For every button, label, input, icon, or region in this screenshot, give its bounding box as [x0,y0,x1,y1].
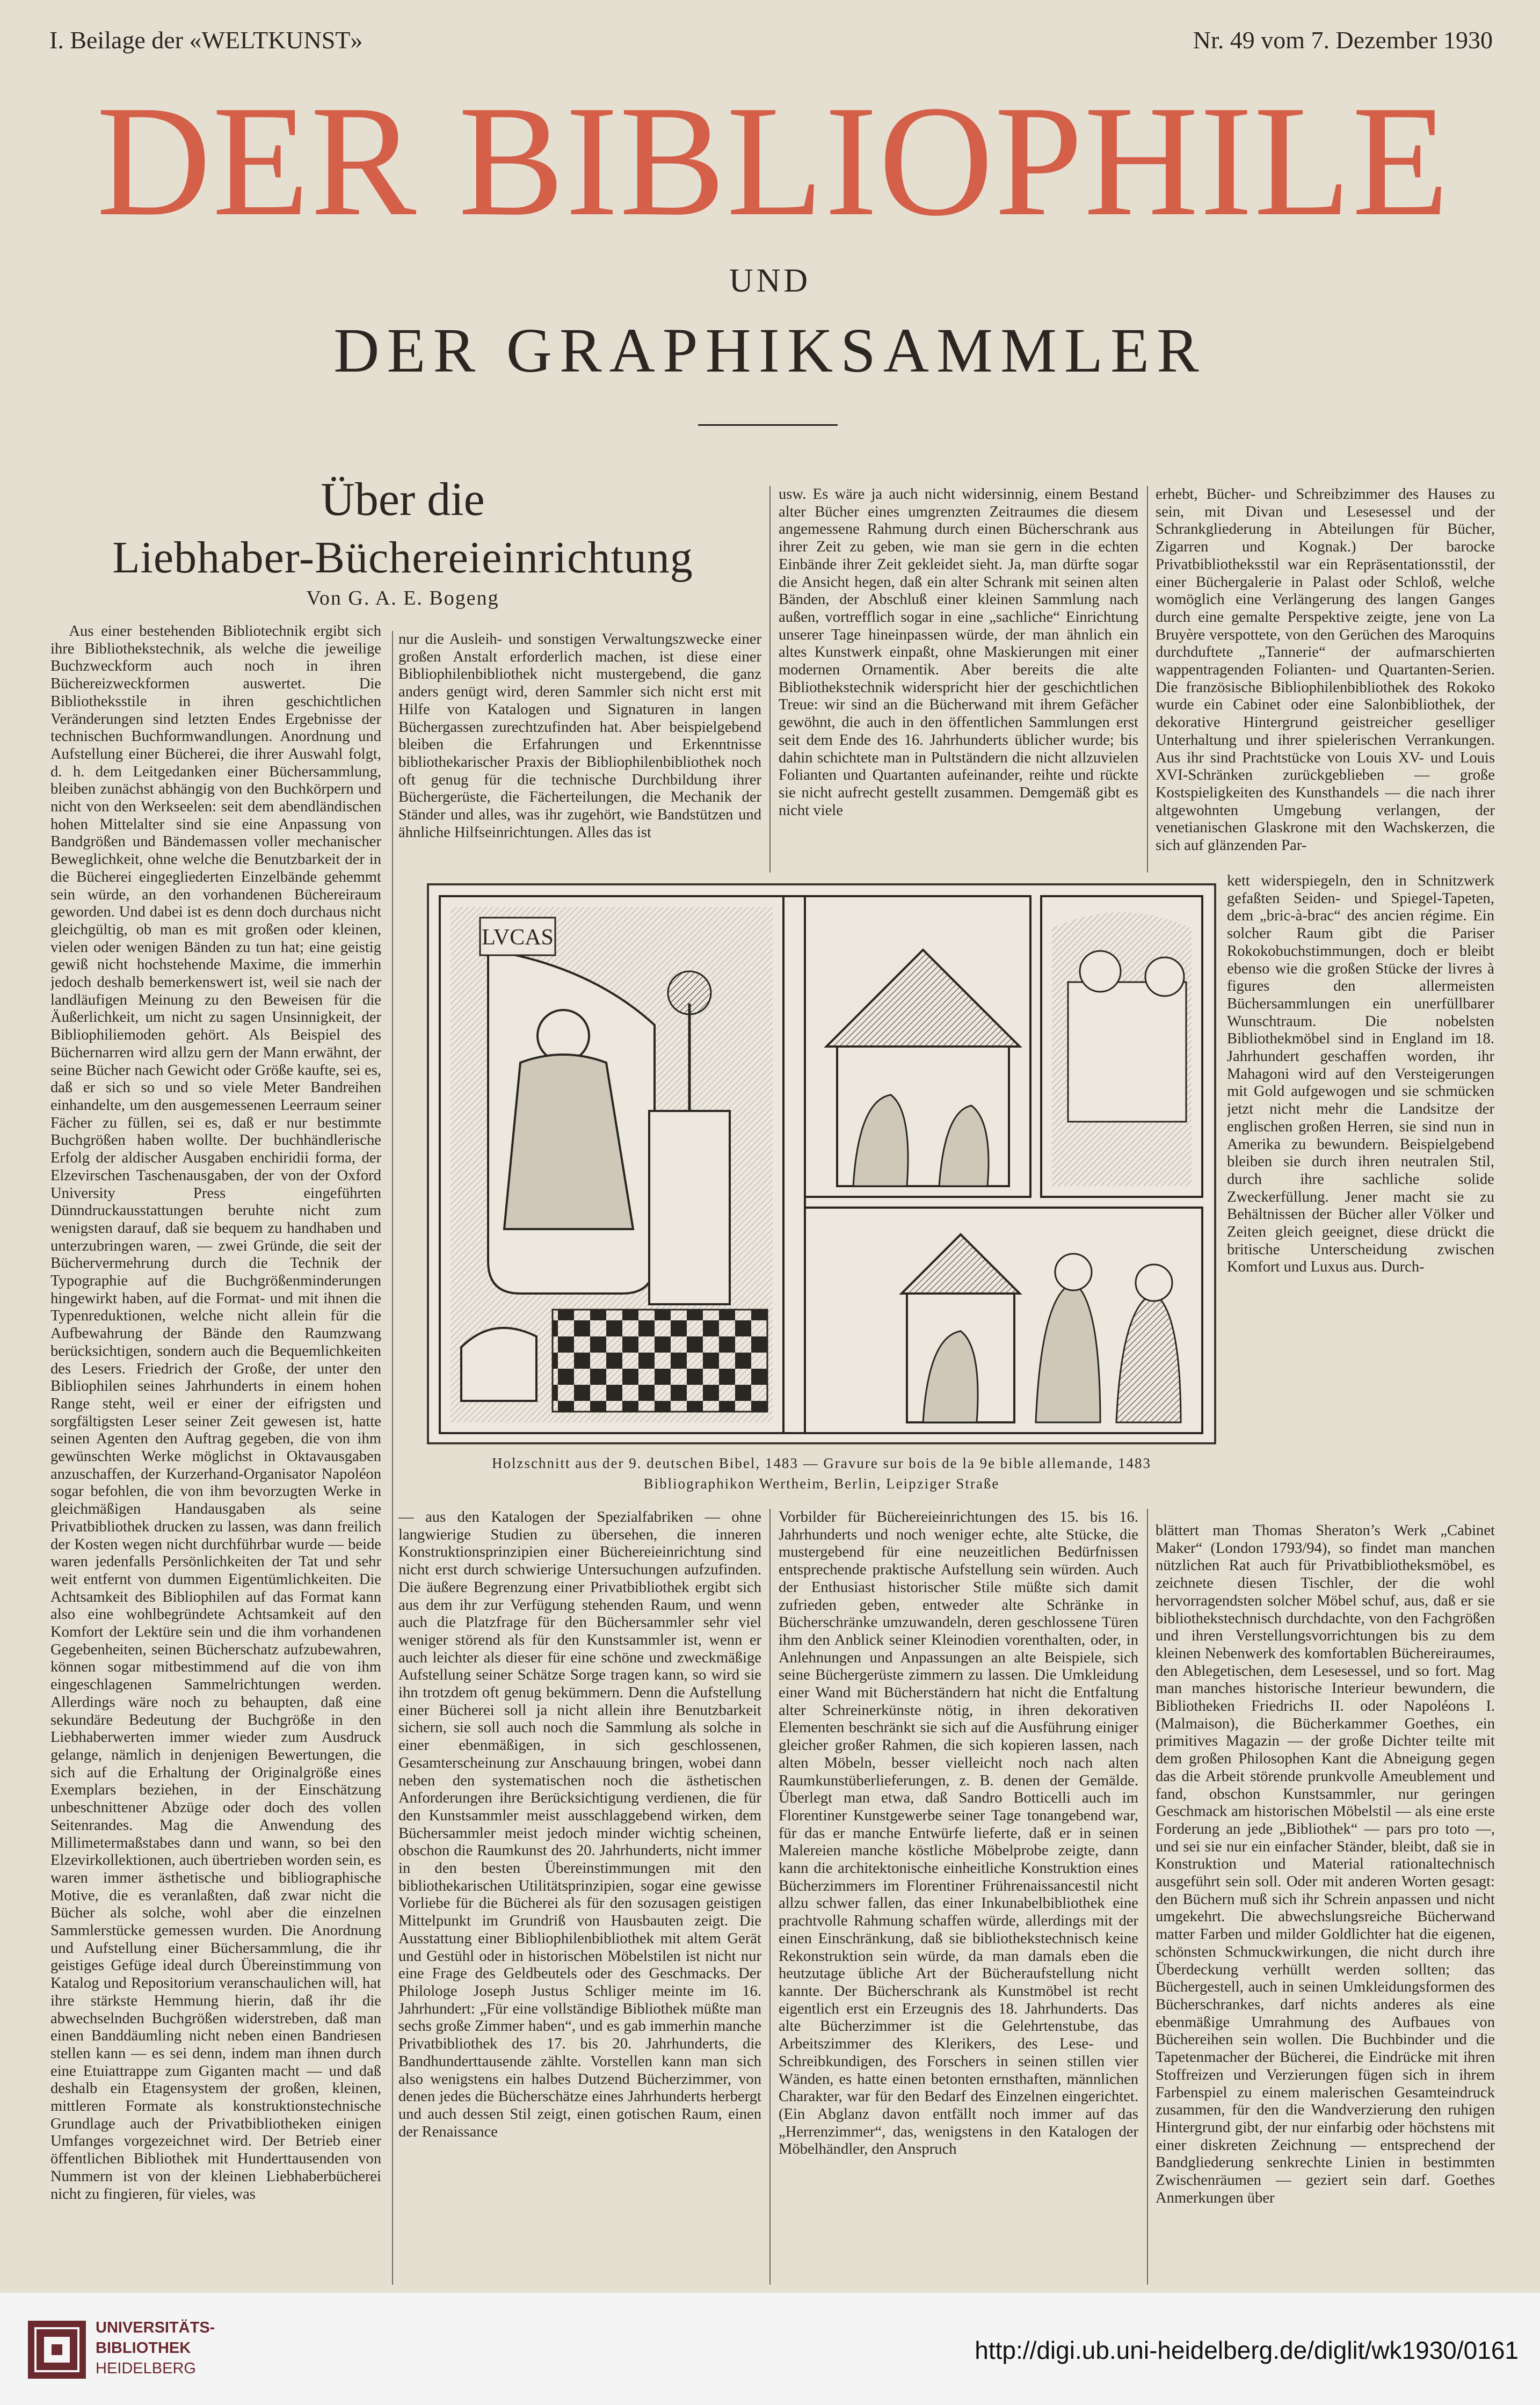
article-column-1 [50,623,381,2287]
article-paragraph: — aus den Katalogen der Spezialfabriken — ohne langwierige Studien zu übersehen, die inneren Konstruktionsprinzipien einer Büchereieinrichtung sind nicht erst durch schwierige Untersuchungen aufzufinden. Die äußere Begrenzung einer Privatbibliothek ergibt sich aus dem ihr zur Verfügung stehenden Raum, und wenn auch die Platzfrage für den Büchersammler sehr viel weniger störend als für den Kunstsammler ist, wenn er auch leichter als dieser für eine schöne und zweckmäßige Aufstellung seiner Schätze Sorge tragen kann, so wird sie ihn trotzdem oft genug bekümmern. Denn die Aufstellung einer Bücherei soll ja nicht allein ihre Benutzbarkeit sichern, sie soll auch noch die Sammlung als solche in einer ebenmäßigen, in sich geschlossenen, Gesamterscheinung zur Anschauung bringen, wobei dann neben den systematischen noch die ästhetischen Anforderungen ihre Berücksichtigung verdienen, die für den Kunstsammler meist ausschlaggebend wirken, dem Büchersammler meist jedoch minder wichtig scheinen, obschon die Raumkunst des 20. Jahrhunderts, nicht immer in den besten Übereinstimmungen mit den bibliothekarischen Utilitätsprinzipien, sogar eine gewisse Vorliebe für die Bücherei als für den sozusagen geistigen Mittelpunkt im Grundriß von Hausbauten zeigt. Die Ausstattung einer Bibliophilenbibliothek mit altem Gerät und Gestühl oder in historischen Möbelstilen ist nicht nur eine Frage des Geldbeutels oder des Geschmacks. Der Philologe Joseph Justus Schliger meinte im 16. Jahrhundert: „Für eine vollständige Bibliothek müßte man sechs große Zimmer haben“, und es gab immerhin manche Privatbibliothek des 17. bis 20. Jahrhunderts, die Bandhunderttausende zählte. Vorstellen kann man sich also wenigstens ein halbes Dutzend Bücherzimmer, von denen jedes die Bücherschätze eines Jahrhunderts herbergt und auch dessen Stil zeigt, einen gotischen Raum, einen der Renaissance [398,1509,761,2140]
article-column-3-bottom [779,1509,1138,2287]
column-divider [1147,1509,1148,2285]
column-divider [1147,486,1148,873]
article-column-4-narrow [1227,873,1494,1512]
figure-credit: Bibliographikon Wertheim, Berlin, Leipziger Straße [643,1476,1000,1492]
article-paragraph: kett widerspiegeln, den in Schnitzwerk gefaßten Seiden- und Spiegel-Tapeten, dem „bric-à-brac“ des ancien régime. Ein solcher Raum gibt die Pariser Rokokobuchstimmungen, doch er bleibt ebenso wie die großen Stücke der livres à figures den allermeisten Büchersammlungen ein unerfüllbarer Wunschtraum. Die nobelsten Bibliothekmöbel sind in England im 18. Jahrhundert geschaffen worden, ihr Mahagoni wird auf den Versteigerungen mit Gold aufgewogen und sie schmücken jetzt nicht mehr die Landsitze der englischen großen Herren, sie sind nun in Amerika zu bewundern. Beispielgebend bleiben sie durch ihren neutralen Stil, durch ihre sachliche solide Zweckerfüllung. Jener macht sie zu Behältnissen der Bücher aller Völker und Zeiten gleich geeignet, diese drückt die britische Unterscheidung zwischen Komfort und Luxus aus. Durch- [1227,873,1494,1276]
masthead-conjunction: UND [729,263,811,299]
article-paragraph: Aus einer bestehenden Bibliotechnik ergibt sich ihre Bibliothekstechnik, als welche die jeweilige Buchzweckform auch noch in ihren Büchereizweckformen auswertet. Die Bibliotheksstile in ihren geschichtlichen Veränderungen sind letzten Endes Ergebnisse der technischen Buchformwandlungen. Anordnung und Aufstellung einer Bücherei, die ihrer Auswahl folgt, d. h. dem Leitgedanken einer Büchersammlung, bleiben zunächst abhängig von den Buchkörpern und nicht von den Werkseelen: seit dem abendländischen hohen Mittelalter sind sie eine Anpassung von Bandgrößen und Bändemassen voller mechanischer Beweglichkeit, ohne welche die Benutzbarkeit der in die Bücherei eingegliederten Einzelbände gehemmt sein würde, an den vorhandenen Büchereiraum geworden. Und dabei ist es denn doch durchaus nicht gleichgültig, ob man es mit großen oder kleinen, vielen oder wenigen Bänden zu tun hat; eine geistig gewiß nicht hochstehende Maxime, die immerhin jedoch deshalb bemerkenswert ist, weil sie nach der landläufigen Meinung zu den Beweisen für die Äußerlichkeit, um nicht zu sagen Unsinnigkeit, der Bibliophiliemoden gehört. Als Beispiel des Büchernarren wird allzu gern der Mann erwähnt, der seine Bücher nach Gewicht oder Größe kaufte, sei es, daß er sich so und so viele Meter Bandreihen einhandelte, um den ausgemessenen Leerraum seiner Fächer zu füllen, sei es, daß er nur bestimmte Buchgrößen haben wollte. Der buchhändlerische Erfolg der aldischer Ausgaben enchiridii forma, der Elzevirschen Taschenausgaben, der von der Oxford University Press eingeführten Dünndruckausstattungen beruhte nicht zum wenigsten darauf, daß sie bequem zu handhaben und unterzubringen waren, — zwei Gründe, die seit der Büchervermehrung durch die Technik der Typographie auf die Buchgrößenminderungen hingewirkt haben, auf die Format- und mit ihnen die Typenreduktionen, welche nicht allein für die Aufbewahrung der Bände den Raumzwang berücksichtigen, sondern auch die Bequemlichkeiten des Lesers. Friedrich der Große, der unter den Bibliophilen seines Jahrhunderts in einem hohen Range steht, weil er einer der eifrigsten und sorgfältigsten Leser seiner Zeit gewesen ist, hatte seinen Agenten den Auftrag gegeben, die von ihm gewünschten Werke möglichst in Oktavausgaben anzuschaffen, der Kurzerhand-Organisator Napoléon sogar befohlen, die von ihm bevorzugten Werke in gleichmäßigen Handausgaben als seine Privatbibliothek drucken zu lassen, was dann freilich der Kosten wegen nicht durchführbar wurde — beide waren jedenfalls Persönlichkeiten der Tat und sehr weit entfernt von dummen Eigentümlichkeiten. Die Achtsamkeit des Bibliophilen auf das Format kann also eine wohlbegründete Achtsamkeit auf den Komfort der Lektüre sein und die ihm vorhandenen Gegebenheiten, seinen Bücherschatz aufzubewahren, können sogar mitbestimmend auf die von ihm eingeschlagenen Sammelrichtungen werden. Allerdings wäre noch zu behaupten, daß eine sekundäre Bedeutung der Buchgröße in den Liebhaberwerten immer wieder zum Ausdruck gelange, nämlich in denjenigen Bewertungen, die sich auf die Erhaltung der Originalgröße eines Exemplars beziehen, in der Einschätzung unbeschnittener Abzüge oder doch des vollen Seitenrandes. Mag die Anwendung des Millimetermaßstabes dann und wann, so bei den Elzevirkollektionen, auch übertrieben worden sein, es waren immer ästhetische und bibliographische Motive, die es veranlaßten, daß zwar nicht die Bücher als solche, wohl aber die einzelnen Sammlerstücke gemessen wurden. Die Anordnung und Aufstellung einer Büchersammlung, die ihr geistiges Gefüge ideal durch Übereinstimmung von Katalog und Repositorium veranschaulichen will, hat ihre stärkste Hemmung hierin, daß ihr die abwechselnden Buchgrößen widerstreben, daß man einen Banddäumling nicht neben einen Bandriesen stellen kann — es sei denn, indem man ihnen durch eine Etuiattrappe zum Giganten macht — und daß deshalb ein Etagensystem der großen, kleinen, mittleren Formate als konstruktionstechnische Grundlage auch der Privatbibliotheken einigen Umfanges vorgezeichnet wird. Der Betrieb einer öffentlichen Bibliothek mit Hunderttausenden von Nummern ist von der kleinen Liebhaberbücherei nicht zu fingieren, für vieles, was [50,623,381,2203]
article-paragraph: nur die Ausleih- und sonstigen Verwaltungszwecke einer großen Anstalt erforderlich machen, ist diese einer Bibliophilenbibliothek nicht mustergebend, die ganz anders genügt wird, deren Sammler sich nicht erst mit Hilfe von Katalogen und Signaturen in langen Büchergassen zurechtzufinden hat. Aber beispielgebend bleiben die Erfahrungen und Erkenntnisse bibliothekarischer Praxis der Bibliophilenbibliothek noch oft genug für die technische Durchbildung ihrer Büchergerüste, die Fächerteilungen, die Mechanik der Ständer und alles, was ihr zugehört, wie Bandstützen und ähnliche Hilfseinrichtungen. Alles das ist [398,631,761,841]
figure-inscription: LVCAS [482,925,554,950]
supplement-label: I. Beilage der «WELTKUNST» [49,26,363,54]
article-column-3-top [779,486,1138,873]
article-title-line1: Über die [321,474,485,526]
article-paragraph: erhebt, Bücher- und Schreibzimmer des Hauses zu sein, mit Divan und Lesesessel und der Schrankgliederung in Abteilungen für Bücher, Zigarren und Kognak.) Der barocke Privatbibliotheksstil war ein Repräsentationsstil, der einer Büchergalerie in Palast oder Schloß, welche womöglich eine Verlängerung des langen Ganges durch eine gemalte Perspektive zeigte, jene von La Bruyère verspottete, von den Gerüchen des Maroquins durchduftete „Tannerie“ der aufmarschierten wappentragenden Folianten- und Quartanten-Serien. Die französische Bibliophilenbibliothek des Rokoko wurde ein Cabinet oder eine Salonbibliothek, der dekorative Hintergrund geistreicher geselliger Unterhaltung und ihrer spielerischen Verrankungen. Aus ihr sind Prachtstücke von Louis XV- und Louis XVI-Schränken zurückgeblieben — große Kostspieligkeiten des Kunsthandels — die nach ihrer altgewohnten Umgebung verlangen, der venetianischen Glaskrone mit den Wachskerzen, die sich auf glänzenden Par- [1156,486,1495,854]
source-url-link[interactable]: http://digi.ub.uni-heidelberg.de/diglit/wk1930/0161 [975,2336,1519,2364]
figure-caption: Holzschnitt aus der 9. deutschen Bibel, 1483 — Gravure sur bois de la 9e bible allemande, 1483 [492,1455,1151,1471]
masthead-title: DER BIBLIOPHILE [96,73,1450,249]
institution-name: UNIVERSITÄTS- BIBLIOTHEK HEIDELBERG [96,2319,215,2377]
woodcut-drawing [429,885,1214,1442]
article-column-2-bottom [398,1509,761,2287]
issue-date: Nr. 49 vom 7. Dezember 1930 [1193,26,1493,54]
masthead-rule [698,424,838,426]
article-title-line2: Liebhaber-Büchereieinrichtung [112,533,693,583]
article-paragraph: Vorbilder für Büchereieinrichtungen des 15. bis 16. Jahrhunderts und noch weniger echte, alte Stücke, die mustergebend für eine neuzeitlichen Bedürfnissen entsprechende praktische Aufstellung sein würden. Auch der Enthusiast historischer Stile müßte sich damit zufrieden geben, entweder alte Schränke in Bücherschränke umzuwandeln, deren geschlossene Türen ihm den Anblick seiner Kleinodien vorenthalten, oder, in Anlehnungen und Anpassungen an alte Beispiele, sich seine Büchergerüste zimmern zu lassen. Die Umkleidung einer Wand mit Bücherständern hat nicht die Entfaltung alter Schreinerkünste nötig, in ihren dekorativen Elementen beschränkt sie sich auf die Ausführung einiger gleicher großer Rahmen, die sich kopieren lassen, nach alten Möbeln, besser vielleicht noch nach alten Raumkunstüberlieferungen, z. B. denen der Gemälde. Überlegt man etwa, daß Sandro Botticelli auch im Florentiner Kunstgewerbe seiner Tage tonangebend war, für das er manche Entwürfe lieferte, daß er in seinen Malereien manche köstliche Möbelprobe zeigte, dann kann die architektonische einheitliche Konstruktion eines Bücherzimmers im Florentiner Frührenaissancestil nicht allzu schwer fallen, das einer Inkunabelbibliothek eine prachtvolle Rahmung schaffen würde, allerdings mit der einen Einschränkung, daß sie bibliothekstechnisch keine Rekonstruktion sein würde, da man damals eben die heutzutage übliche Art der Bücheraufstellung nicht kannte. Der Bücherschrank als Kunstmöbel ist recht eigentlich erst ein Erzeugnis des 18. Jahrhunderts. Das alte Bücherzimmer ist die Gelehrtenstube, das Arbeitszimmer des Klerikers, des Lese- und Schreibkundigen, des Forschers in seinen stillen vier Wänden, es hatte einen betonten ernsthaften, männlichen Charakter, war für den Bedarf des Einzelnen eingerichtet. (Ein Abglanz davon entfällt noch immer auf das „Herrenzimmer“, das, wenigstens in den Katalogen der Möbelhändler, den Anspruch [779,1509,1138,2158]
article-paragraph: blättert man Thomas Sheraton’s Werk „Cabinet Maker“ (London 1793/94), so findet man manchen nützlichen Rat auch für Privatbibliotheksmöbel, es zeichnete diesen Tischler, der die wohl hervorragendsten solcher Möbel schuf, aus, daß er sie bibliothekstechnisch durchdachte, von den Fachgrößen und ihren Verstellungsvorrichtungen bis zu dem kleinen Nebenwerk des komfortablen Büchereiraumes, den Ablegetischen, dem Lesesessel, und so fort. Mag man manches historische Interieur bewundern, die Bibliotheken Friedrichs II. oder Napoléons I. (Malmaison), die Bücherkammer Goethes, ein primitives Magazin — der große Dichter teilte mit dem großen Philosophen Kant die Abneigung gegen das die Arbeit störende prunkvolle Ameublement und fand, obschon Kunstsammler, nur geringen Geschmack am historischen Möbelstil — als eine erste Forderung an jede „Bibliothek“ — pars pro toto —, und sei sie nur ein einfacher Ständer, bleibt, daß sie in Konstruktion und Material rationaltechnisch ausgeführt sein soll. Oder mit anderen Worten gesagt: den Büchern muß sich ihr Schrein anpassen und nicht umgekehrt. Die abwechslungsreiche Bücherwand matter Farben und milder Goldlichter hat die eigenen, schönsten Schmuckwirkungen, die nicht durch ihre Überdeckung verhüllt werden sollten; das Büchergestell, auch in seinen Umkleidungsformen des Bücherschrankes, darf nichts anderes als eine ebenmäßige Umrahmung des Aufbaues von Büchereihen sein wollen. Die Buchbinder und die Tapetenmacher der Bücherei, die Eindrücke mit ihren Stoffreizen und Verzierungen fügen sich in ihrem Farbenspiel zu einem malerischen Gesamteindruck zusammen, für den die Wandverzierung den ruhigen Hintergrund gibt, der nur einfarbig oder höchstens mit einer diskreten Zeichnung — entsprechend der Bandgliederung senkrechte Linien in bestimmten Zwischenräumen — geziert sein darf. Goethes Anmerkungen über [1156,1522,1495,2206]
digitization-footer [0,2293,1540,2405]
article-column-4-top [1156,486,1495,873]
article-column-4-bottom [1156,1522,1495,2287]
article-paragraph: usw. Es wäre ja auch nicht widersinnig, einem Bestand alter Bücher eines umgrenzten Zeitraumes die diesem angemessene Rahmung durch einen Bücherschrank aus ihrer Zeit zu geben, wie man sie gern in die echten Einbände ihrer Zeit gekleidet sieht. Ja, man dürfte sogar die Ansicht hegen, daß ein alter Schrank mit seinen alten Bänden, der Abschluß einer kleinen Sammlung nach außen, vortrefflich sogar in eine „sachliche“ Einrichtung unserer Tage hineinpassen würde, der man ähnlich ein altes Kunstwerk einpaßt, ohne Maskierungen mit einer modernen Ornamentik. Aber bereits die alte Bibliothekstechnik widerspricht hier der geschichtlichen Treue: wir sind an die Bücherwand mit ihrem Gefächer gewöhnt, die auch in den öffentlichen Sammlungen erst seit dem Ende des 16. Jahrhunderts üblicher wurde; bis dahin schichtete man in Pultständern die nicht allzuvielen Folianten und Quartanten aufeinander, reihte und rückte sie nicht aufrecht gestellt zusammen. Demgemäß gibt es nicht viele [779,486,1138,819]
column-divider [769,1509,771,2285]
article-column-2-top [398,631,761,873]
article-byline: Von G. A. E. Bogeng [306,587,499,609]
woodcut-illustration [427,883,1216,1444]
masthead-subtitle: DER GRAPHIKSAMMLER [333,315,1207,386]
column-divider [392,631,393,2285]
university-library-logo-icon [28,2321,86,2379]
column-divider [769,486,771,873]
